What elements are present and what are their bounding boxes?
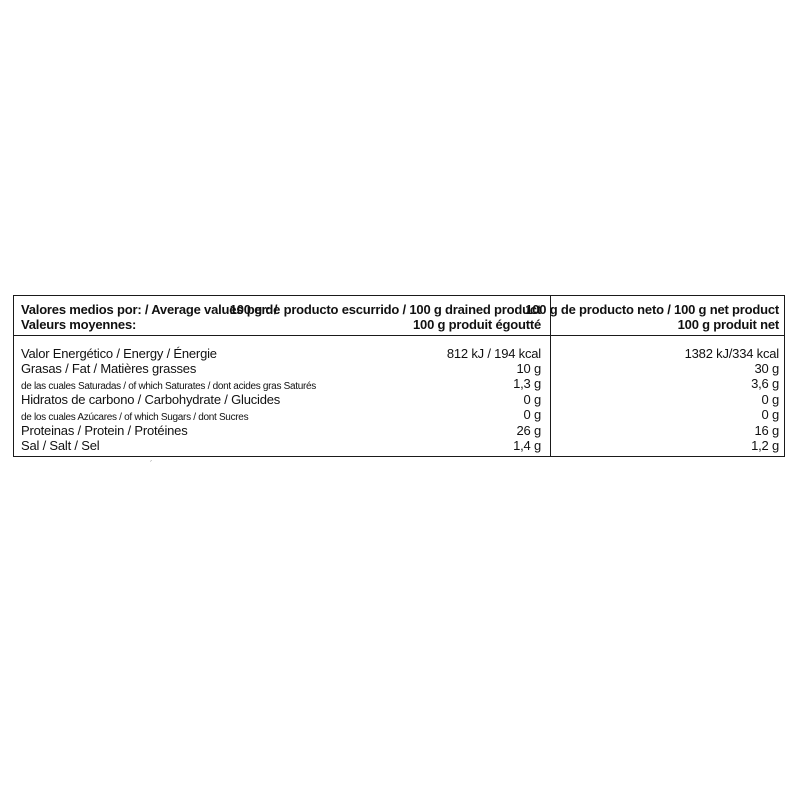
row-net-sugars: 0 g	[761, 407, 779, 422]
header-net-line1: 100 g de producto neto / 100 g net product	[525, 302, 779, 317]
row-drained-fat: 10 g	[516, 361, 541, 376]
row-drained-carbohydrate: 0 g	[523, 392, 541, 407]
row-label-energy: Valor Energético / Energy / Énergie	[21, 346, 217, 361]
row-drained-saturates: 1,3 g	[513, 376, 541, 391]
header-net-line2: 100 g produit net	[677, 317, 779, 332]
row-label-fat: Grasas / Fat / Matières grasses	[21, 361, 197, 376]
row-label-sugars: de los cuales Azúcares / of which Sugars / dont Sucres	[21, 412, 249, 423]
row-net-protein: 16 g	[754, 423, 779, 438]
header-drained-line1: 100 g de producto escurrido / 100 g drained product	[229, 302, 541, 317]
column-divider	[550, 296, 551, 456]
header-drained-line2: 100 g produit égoutté	[413, 317, 541, 332]
row-label-carbohydrate: Hidratos de carbono / Carbohydrate / Glucides	[21, 392, 281, 407]
row-label-salt: Sal / Salt / Sel	[21, 438, 100, 453]
row-net-carbohydrate: 0 g	[761, 392, 779, 407]
header-label-line2: Valeurs moyennes:	[21, 317, 137, 332]
row-label-protein: Proteinas / Protein / Protéines	[21, 423, 188, 438]
row-net-energy: 1382 kJ/334 kcal	[684, 346, 779, 361]
row-drained-salt: 1,4 g	[513, 438, 541, 453]
row-label-saturates: de las cuales Saturadas / of which Saturates / dont acides gras Saturés	[21, 381, 316, 392]
row-net-fat: 30 g	[754, 361, 779, 376]
row-net-salt: 1,2 g	[751, 438, 779, 453]
row-drained-protein: 26 g	[516, 423, 541, 438]
row-drained-energy: 812 kJ / 194 kcal	[446, 346, 541, 361]
row-net-saturates: 3,6 g	[751, 376, 779, 391]
stray-accent-mark: ´	[150, 461, 153, 468]
nutrition-table	[13, 295, 785, 457]
row-drained-sugars: 0 g	[523, 407, 541, 422]
header-label-line1: Valores medios por: / Average values per: /	[21, 302, 278, 317]
header-divider	[14, 335, 784, 336]
